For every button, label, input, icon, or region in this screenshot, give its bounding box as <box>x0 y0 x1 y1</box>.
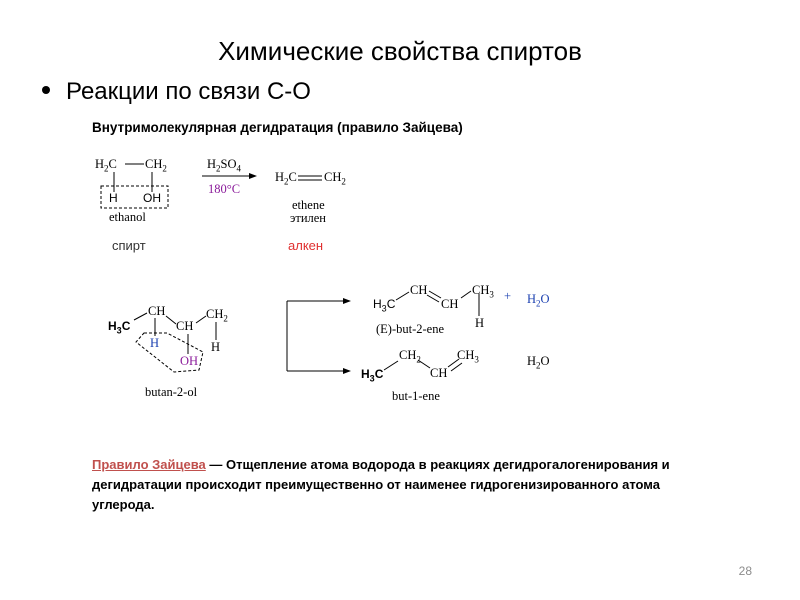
p1-ch-b: CH <box>441 297 459 311</box>
r1-arrow-head <box>249 173 257 179</box>
section-subheading: Внутримолекулярная дегидратация (правило Зайцева) <box>92 120 463 135</box>
r1-h-label: H <box>109 191 118 205</box>
r2-h-box: H <box>150 336 160 350</box>
p1-h3c-label: $H_3C$ <box>373 297 396 314</box>
r2-bond-1 <box>134 313 147 320</box>
r1-reactant-name: ethanol <box>109 210 146 224</box>
p1-water: $H_2O$ <box>527 292 550 309</box>
p1-ch3: $CH_3$ <box>472 283 494 300</box>
p2-name: but-1-ene <box>392 389 440 403</box>
zaitsev-rule-body: — Отщепление атома водорода в реакциях дегидрогалогенирования и дегидратации происходит преимущественно от наименее гидрогенизированного атома углерода. <box>92 457 670 512</box>
r2-branch-bottom-head <box>343 368 351 374</box>
p1-plus: + <box>504 289 512 303</box>
p1-name: (E)-but-2-ene <box>376 322 445 336</box>
r2-branch-top-head <box>343 298 351 304</box>
caption-alcohol: спирт <box>112 238 146 253</box>
p1-ch-a: CH <box>410 283 428 297</box>
bullet-text: Реакции по связи С-О <box>66 78 311 105</box>
zaitsev-rule-link[interactable]: Правило Зайцева <box>92 457 206 472</box>
r1-h2c-label: $H_2C$ <box>95 157 117 174</box>
r2-h3c-label: $H_3C$ <box>108 319 131 336</box>
r2-bond-2 <box>166 316 176 324</box>
r2-ch-mid: CH <box>176 319 194 333</box>
page-number: 28 <box>738 564 752 578</box>
p2-h3c-label: $H_3C$ <box>361 367 384 384</box>
r1-condition: 180°C <box>208 182 241 196</box>
zaitsev-rule-text <box>92 455 692 515</box>
p2-ch: CH <box>430 366 448 380</box>
r2-oh-box: OH <box>180 354 199 368</box>
p2-water: $H_2O$ <box>527 354 550 371</box>
r2-bond-3 <box>196 316 206 323</box>
r1-ch2-label: $CH_2$ <box>145 157 167 174</box>
r1-product-h2c: $H_2C$ <box>275 170 297 187</box>
p2-ch3: $CH_3$ <box>457 348 479 365</box>
p1-bond-1 <box>396 292 409 300</box>
r2-reactant-name: butan-2-ol <box>145 385 198 399</box>
slide-title: Химические свойства спиртов <box>218 36 582 66</box>
caption-alkene: алкен <box>288 238 324 253</box>
p2-bond-1 <box>384 361 398 370</box>
r2-ch2: $CH_2$ <box>206 307 228 324</box>
r2-ch-top: CH <box>148 304 166 318</box>
r1-reagent: $H_2SO_4$ <box>207 157 242 174</box>
r1-product-name-en: ethene <box>292 198 325 212</box>
p1-h: H <box>475 316 485 330</box>
r1-oh-label: OH <box>143 191 161 205</box>
r2-h-right: H <box>211 340 221 354</box>
p2-ch2: $CH_2$ <box>399 348 421 365</box>
r1-product-name-ru: этилен <box>290 211 326 225</box>
r1-product-ch2: $CH_2$ <box>324 170 346 187</box>
p1-bond-3 <box>461 291 471 298</box>
